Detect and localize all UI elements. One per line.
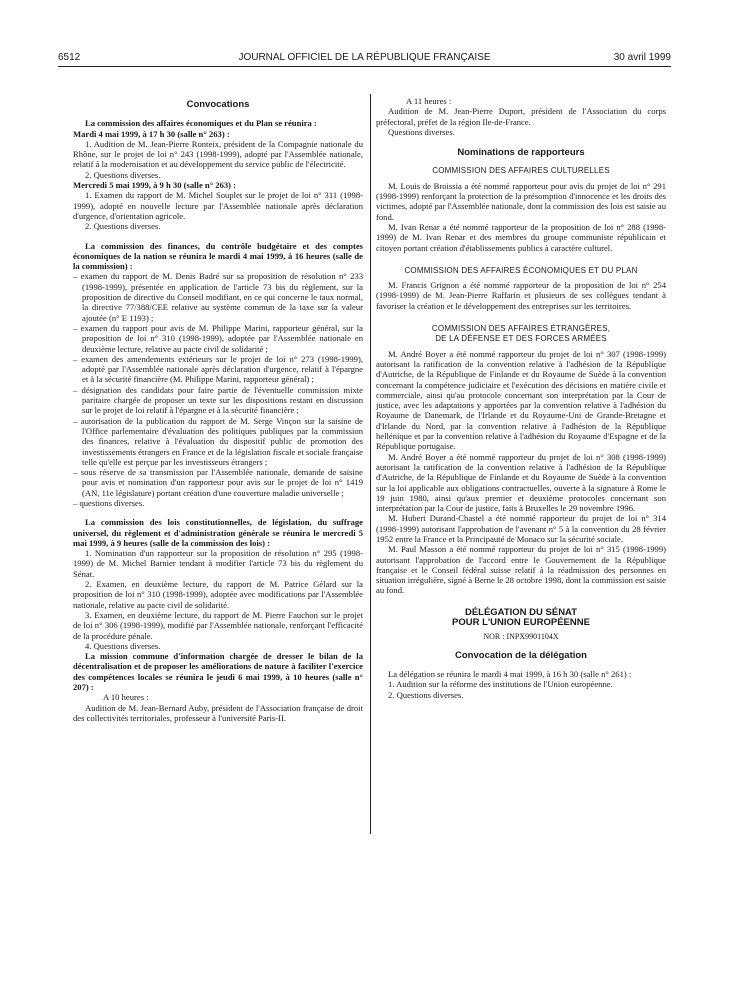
paragraph: Questions diverses.: [388, 126, 455, 137]
paragraph: Mercredi 5 mai 1999, à 9 h 30 (salle n° 263) :: [73, 180, 237, 191]
paragraph: La délégation se réunira le mardi 4 mai 1999, à 16 h 30 (salle n° 261) :: [388, 668, 632, 679]
paragraph: M. Ivan Renar a été nommé rapporteur de la proposition de loi n° 288 (1998-1999) de M. Ivan Renar et des membres du groupe communiste républicain et citoyen portant création d'établissements publics à caractère culturel.: [376, 221, 666, 253]
issue-date: 30 avril 1999: [613, 52, 671, 63]
paragraph: M. André Boyer a été nommé rapporteur du projet de loi n° 307 (1998-1999) autorisant la ratification de la convention relative à l'adhésion de la République d'Autriche, de la République de Finlande et du Royaume de Suède à la convention concernant la compétence judiciaire et l'exécution des décisions en matière civile et commerciale, ainsi qu'au protocole concernant son interprétation par la Cour de justice, avec les adaptations y apportées par la convention relative à l'adhésion du Royaume de Danemark, de l'Irlande et du Royaume-Uni de Grande-Bretagne et d'Irlande du Nord, par la convention relative à l'adhésion de la République hellénique et par la convention relative à l'adhésion du Royaume d'Espagne et de la République portugaise.: [376, 348, 666, 452]
paragraph: 2. Questions diverses.: [85, 221, 161, 232]
paragraph: 2. Questions diverses.: [388, 689, 464, 700]
paragraph: La mission commune d'information chargée de dresser le bilan de la décentralisation et de proposer les améliorations de nature à faciliter l'exercice des compétences locales se réunira le jeudi 6 mai 1999, à 10 heures (salle n° 207) :: [73, 651, 363, 693]
list-item: – questions diverses.: [73, 497, 145, 508]
paragraph: M. André Boyer a été nommé rapporteur du projet de loi n° 308 (1998-1999) autorisant la ratification de la convention relative à l'adhésion de la République d'Autriche, de la République de Finlande et du Royaume de Suède à la convention sur la loi applicable aux obligations contractuelles, ouverte à la signature à Rome le 19 juin 1980, ainsi qu'aux premier et deuxième protocoles concernant son interprétation par la Cour de justice, faits à Bruxelles le 29 novembre 1996.: [376, 451, 666, 514]
list-item: – examen du rapport de M. Denis Badré sur sa proposition de résolution n° 233 (1998-1999), présentée en application de l'article 73 bis du règlement, sur la proposition de directive du Conseil modifiant, en ce qui concerne le taux normal, la directive 77/388/CEE relative au système commun de la taxe sur la valeur ajoutée (n° E 1193) ;: [73, 271, 363, 323]
left-column: [73, 98, 363, 723]
page-number: 6512: [58, 52, 81, 63]
paragraph: 1. Nomination d'un rapporteur sur la proposition de résolution n° 295 (1998-1999) de M. Michel Barnier tendant à modifier l'article 73 bis du règlement du Sénat.: [73, 548, 363, 579]
column-divider: [370, 94, 371, 834]
committee-heading: DE LA DÉFENSE ET DES FORCES ARMÉES: [435, 334, 607, 344]
paragraph: 2. Questions diverses.: [85, 169, 161, 180]
list-item: – désignation des candidats pour faire partie de l'éventuelle commission mixte paritaire chargée de proposer un texte sur les dispositions restant en discussion sur le projet de loi relatif à l'épargne et à la sécurité financière ;: [73, 384, 363, 416]
paragraph: Audition de M. Jean-Pierre Duport, président de l'Association du corps préfectoral, préfet de la région Ile-de-France.: [376, 106, 666, 127]
committee-heading: COMMISSION DES AFFAIRES ÉTRANGÈRES,: [431, 324, 611, 334]
list-item: – examen des amendements extérieurs sur le projet de loi n° 273 (1998-1999), adopté par l'Assemblée nationale après déclaration d'urgence, relatif à l'épargne et à la sécurité financière (M. Philippe Marini, rapporteur général) ;: [73, 353, 363, 385]
paragraph: A 10 heures :: [103, 692, 149, 703]
list-item: – sous réserve de sa transmission par l'Assemblée nationale, demande de saisine pour avis et nomination d'un rapporteur pour avis sur le projet de loi n° 1419 (AN, 11e législature) portant création d'une couverture maladie universelle ;: [73, 467, 363, 498]
agenda-list: [73, 271, 363, 508]
paragraph: M. Paul Masson a été nommé rapporteur du projet de loi n° 315 (1998-1999) autorisant l'approbation de l'accord entre le Gouvernement de la République française et le Conseil fédéral suisse relatif à la réadmission des personnes en situation irrégulière, signé à Berne le 28 octobre 1998, dont la commission est saisie au fond.: [376, 544, 666, 596]
section-title-nominations: Nominations de rapporteurs: [457, 147, 585, 159]
committee-heading: COMMISSION DES AFFAIRES ÉCONOMIQUES ET DU PLAN: [404, 265, 638, 275]
paragraph: M. Hubert Durand-Chastel a été nommé rapporteur du projet de loi n° 314 (1998-1999) autorisant l'approbation de l'avenant n° 5 à la convention du 28 février 1952 entre la France et la Principauté de Monaco sur la sécurité sociale.: [376, 513, 666, 544]
paragraph: M. Louis de Broissia a été nommé rapporteur pour avis du projet de loi n° 291 (1998-1999) renforçant la protection de la présomption d'innocence et les droits des victimes, adopté par l'Assemblée nationale, dont la commission des lois est saisie au fond.: [376, 180, 666, 222]
right-column: [376, 96, 666, 700]
paragraph: M. Francis Grignon a été nommé rapporteur de la proposition de loi n° 254 (1998-1999) de M. Jean-Pierre Raffarin et plusieurs de ses collègues tendant à favoriser la création et le développement des entreprises sur les territoires.: [376, 280, 666, 311]
paragraph: 2. Examen, en deuxième lecture, du rapport de M. Patrice Gélard sur la proposition de loi n° 310 (1998-1999), adoptée avec modifications par l'Assemblée nationale, relative au pacte civil de solidarité.: [73, 579, 363, 610]
paragraph: A 11 heures :: [406, 96, 452, 106]
paragraph: 3. Examen, en deuxième lecture, du rapport de M. Pierre Fauchon sur le projet de loi n° 306 (1998-1999), modifié par l'Assemblée nationale, renforçant l'efficacité de la procédure pénale.: [73, 609, 363, 641]
paragraph: 1. Examen du rapport de M. Michel Souplet sur le projet de loi n° 311 (1998-1999), adopté en nouvelle lecture par l'Assemblée nationale après déclaration d'urgence, d'orientation agricole.: [73, 190, 363, 221]
delegation-title: DÉLÉGATION DU SÉNAT: [464, 606, 578, 618]
section-title-convocation: Convocation de la délégation: [455, 649, 587, 661]
paragraph: Mardi 4 mai 1999, à 17 h 30 (salle n° 263) :: [73, 128, 230, 139]
section-title-convocations: Convocations: [186, 99, 250, 110]
paragraph: 1. Audition de M. Jean-Pierre Ronteix, président de la Compagnie nationale du Rhône, sur le projet de loi n° 243 (1998-1999), adopté par l'Assemblée nationale, relatif à la modernisation et au développement du service public de l'électricité.: [73, 138, 363, 170]
paragraph: La commission des finances, du contrôle budgétaire et des comptes économiques de la nation se réunira le mardi 4 mai 1999, à 16 heures (salle de la commission) :: [73, 240, 363, 272]
page-header: [58, 52, 671, 67]
committee-heading: COMMISSION DES AFFAIRES CULTURELLES: [432, 166, 610, 176]
nor-reference: NOR : INPX9901104X: [483, 632, 559, 642]
delegation-title: POUR L'UNION EUROPÉENNE: [452, 617, 590, 629]
list-item: – examen du rapport pour avis de M. Philippe Marini, rapporteur général, sur la proposition de loi n° 310 (1998-1999), adoptée par l'Assemblée nationale en deuxième lecture, relative au pacte civil de solidarité ;: [73, 322, 363, 354]
paragraph: La commission des lois constitutionnelles, de législation, du suffrage universel, du règlement et d'administration générale se réunira le mercredi 5 mai 1999, à 9 heures (salle de la commission des lois) :: [73, 517, 363, 548]
paragraph: 1. Audition sur la réforme des institutions de l'Union européenne.: [388, 679, 613, 690]
list-item: – autorisation de la publication du rapport de M. Serge Vinçon sur la saisine de l'Office parlementaire d'évaluation des politiques publiques par la commission des finances, relative à l'évaluation du dispositif public de promotion des investissements étrangers en France et de la législation fiscale et sociale française telle qu'elle est perçue par les investisseurs étrangers ;: [73, 415, 363, 467]
paragraph: 4. Questions diverses.: [85, 640, 161, 651]
paragraph: Audition de M. Jean-Bernard Auby, président de l'Association française de droit des collectivités territoriales, professeur à l'université Paris-II.: [73, 702, 363, 723]
journal-title: JOURNAL OFFICIEL DE LA RÉPUBLIQUE FRANÇAISE: [238, 52, 491, 63]
paragraph: La commission des affaires économiques et du Plan se réunira :: [85, 118, 317, 129]
